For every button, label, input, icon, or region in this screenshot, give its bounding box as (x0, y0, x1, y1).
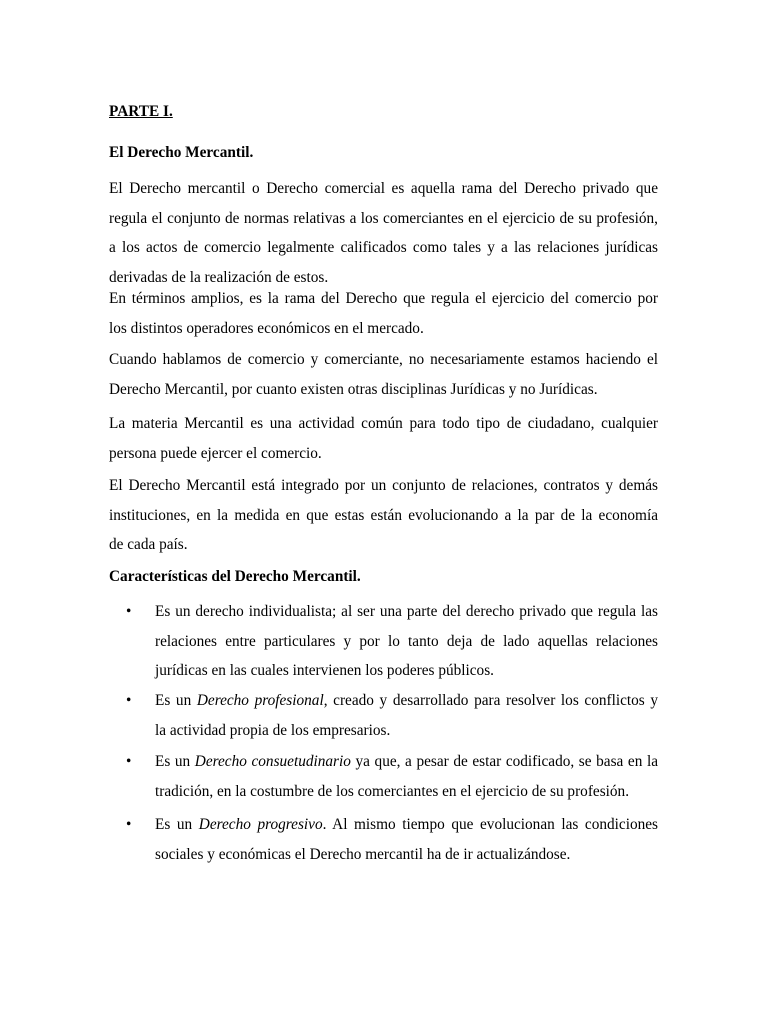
bullet-text (155, 686, 658, 745)
bullet-line-post: , creado y desarrollado para resolver los conflictos y (323, 692, 658, 709)
bullet-line: Es un derecho individualista; al ser una parte del derecho privado que regula las (155, 603, 658, 620)
bullet-icon: • (126, 603, 132, 620)
paragraph-line: El Derecho Mercantil está integrado por un conjunto de relaciones, contratos y demás (109, 477, 658, 494)
bullet-line-post: ya que, a pesar de estar codificado, se basa en la (350, 753, 658, 770)
paragraph-1 (109, 174, 658, 292)
bullet-line-pre: Es un (155, 692, 197, 709)
paragraph-line: a los actos de comercio legalmente calificados como tales y a las relaciones jurídicas (109, 239, 658, 257)
bullet-icon: • (126, 753, 132, 770)
bullet-line: relaciones entre particulares y por lo tanto deja de lado aquellas relaciones (155, 632, 658, 650)
paragraph-line: persona puede ejercer el comercio. (109, 444, 322, 462)
bullet-line-emphasis: Derecho progresivo (198, 816, 323, 833)
bullet-line (155, 747, 658, 777)
paragraph-line: Cuando hablamos de comercio y comerciante, no necesariamente estamos haciendo el (109, 351, 658, 368)
bullet-line-pre: Es un (155, 753, 195, 770)
section-heading-caracteristicas: Características del Derecho Mercantil. (109, 568, 361, 585)
bullet-line: jurídicas en las cuales intervienen los poderes públicos. (155, 662, 494, 680)
bullet-line-pre: Es un (155, 816, 199, 833)
section-heading-derecho-mercantil: El Derecho Mercantil. (109, 144, 254, 161)
bullet-line: la actividad propia de los empresarios. (155, 721, 391, 739)
bullet-text (155, 810, 658, 869)
bullet-line-post: . Al mismo tiempo que evolucionan las condiciones (322, 816, 658, 833)
paragraph-4 (109, 409, 658, 468)
paragraph-line: instituciones, en la medida en que estas están evolucionando a la par de la economía (109, 506, 658, 524)
bullet-text (155, 747, 658, 806)
bullet-line (155, 686, 658, 716)
bullet-line: sociales y económicas el Derecho mercantil ha de ir actualizándose. (155, 845, 571, 863)
paragraph-5 (109, 471, 658, 560)
bullet-icon: • (126, 816, 132, 833)
paragraph-line: los distintos operadores económicos en el mercado. (109, 319, 424, 337)
bullet-icon: • (126, 692, 132, 709)
paragraph-line: de cada país. (109, 536, 188, 554)
paragraph-3 (109, 345, 658, 404)
bullet-line (155, 810, 658, 840)
paragraph-line: En términos amplios, es la rama del Derecho que regula el ejercicio del comercio por (109, 290, 658, 307)
paragraph-line: Derecho Mercantil, por cuanto existen otras disciplinas Jurídicas y no Jurídicas. (109, 380, 598, 398)
paragraph-line: La materia Mercantil es una actividad común para todo tipo de ciudadano, cualquier (109, 415, 658, 432)
paragraph-line: regula el conjunto de normas relativas a los comerciantes en el ejercicio de su profesión, (109, 209, 658, 227)
paragraph-line: El Derecho mercantil o Derecho comercial es aquella rama del Derecho privado que (109, 180, 658, 197)
section-heading-parte: PARTE I. (109, 103, 173, 120)
bullet-line-emphasis: Derecho profesional (196, 692, 324, 709)
bullet-text (155, 597, 658, 686)
bullet-line: tradición, en la costumbre de los comerciantes en el ejercicio de su profesión. (155, 782, 630, 800)
paragraph-line: derivadas de la realización de estos. (109, 268, 329, 286)
bullet-line-emphasis: Derecho consuetudinario (194, 753, 351, 770)
paragraph-2 (109, 284, 658, 343)
